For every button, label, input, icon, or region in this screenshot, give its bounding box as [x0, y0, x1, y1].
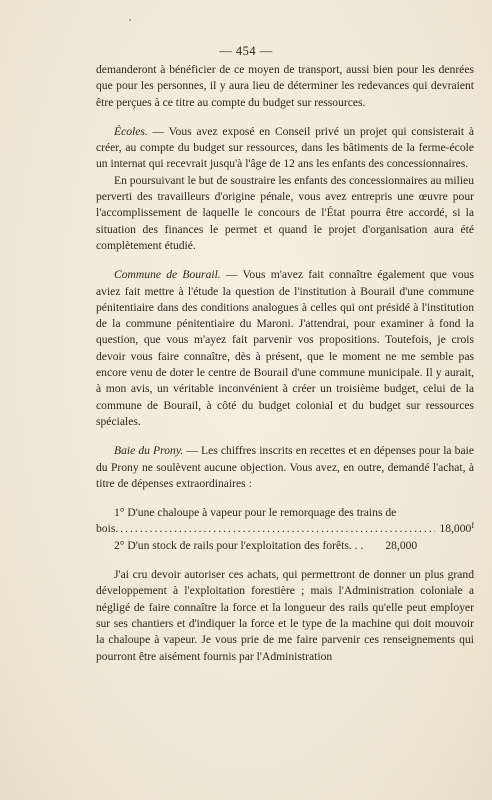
list-item-1-continuation — [96, 521, 474, 537]
ecoles-paragraph — [96, 124, 474, 173]
list-item-2-amount: 28,000 — [385, 538, 418, 552]
list-item-1-cont: bois — [96, 522, 116, 536]
paper-speck — [129, 19, 131, 21]
prony-text: — Les chiffres inscrits en recettes et en dépenses pour la baie du Prony ne soulèvent aucune objection. Vous avez, en outre, demandé l'achat, à titre de dépenses extraordinaires : — [96, 444, 474, 490]
bourail-text: — Vous m'avez fait connaître également que vous aviez fait mettre à l'étude la question de l'institution à Bourail d'une commune pénitentiaire dans des conditions analogues à celles qui ont présidé à l'institution de la commune pénitentiaire du Maroni. J'attendrai, pour examiner à fond la question, que vous m'ayez fait parvenir vos propositions. Toutefois, je crois devoir vous faire connaître, dès à présent, que le moment ne me semble pas encore venu de doter le centre de Bourail d'une commune municipale. Il y aurait, à mon avis, un véritable inconvénient à créer un troisième budget, celui de la commune de Bourail, à côté du budget colonial et du budget sur ressources spéciales. — [96, 268, 474, 428]
ecoles-paragraph-2: En poursuivant le but de soustraire les enfants des concessionnaires au milieu perverti des travailleurs d'origine pénale, vous avez entrepris une œuvre pour l'accomplissement de laquelle le concours de l'État pourra être accordé, si la situation des finances le permet et quand le projet d'organisation aura été complètement étudié. — [96, 173, 474, 252]
prony-heading: Baie du Prony. — [114, 444, 184, 458]
page-number: — 454 — — [219, 44, 273, 58]
ecoles-heading: Écoles. — [114, 124, 148, 138]
intro-paragraph: demanderont à bénéficier de ce moyen de transport, aussi bien pour les denrées que pour les personnes, il y aura lieu de déterminer les redevances qui devraient être perçues à ce titre au compte du budget sur ressources. — [96, 63, 474, 109]
body-text — [96, 62, 474, 665]
list-item-2: 2° D'un stock de rails pour l'exploitation des forêts. . . 28,000 — [96, 538, 474, 554]
bourail-paragraph — [96, 267, 474, 430]
ecoles-text: — Vous avez exposé en Conseil privé un projet qui consisterait à créer, au compte du budget sur ressources, dans les bâtiments de la ferme-école un internat qui recevrait jusqu'à l'âge de 12 ans les enfants des concessionnaires. — [96, 124, 474, 171]
list-item-1: 1° D'une chaloupe à vapeur pour le remorquage des trains de — [114, 506, 397, 520]
list-item-1-amount: 18,000$^f$ — [439, 521, 474, 536]
bourail-heading: Commune de Bourail. — [114, 268, 221, 282]
prony-paragraph — [96, 443, 474, 492]
dot-leader — [115, 521, 435, 537]
final-paragraph: J'ai cru devoir autoriser ces achats, qui permettront de donner un plus grand développement à l'exploitation forestière ; mais l'Administration coloniale a négligé de faire connaître la force et la longueur des rails qu'elle peut employer sur ses chantiers et d'indiquer la force et le type de la machine qui doit mouvoir la chaloupe à vapeur. Je vous prie de me faire parvenir ces renseignements qui pourront être aisément fournis par l'Administration — [96, 568, 474, 663]
